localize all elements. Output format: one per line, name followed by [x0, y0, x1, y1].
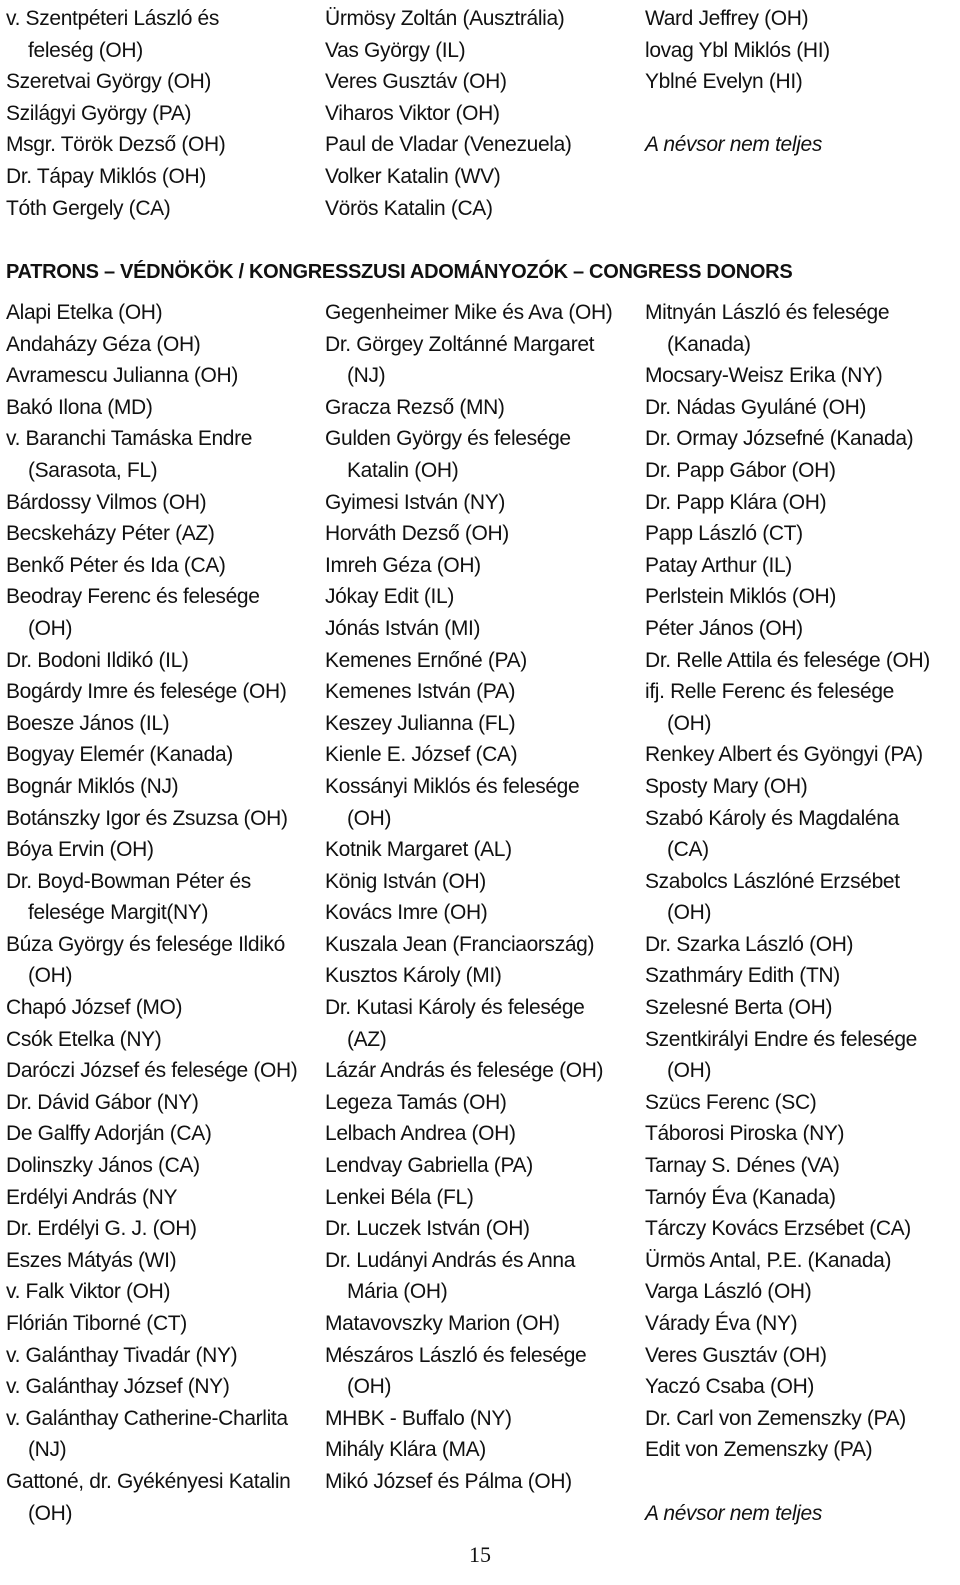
list-item: Gracza Rezső (MN) — [325, 395, 505, 419]
list-item: Kemenes István (PA) — [325, 680, 516, 704]
list-item: Dr. Dávid Gábor (NY) — [6, 1090, 199, 1114]
list-item: Szabolcs Lászlóné Erzsébet — [645, 869, 900, 893]
list-item: Szathmáry Edith (TN) — [645, 964, 840, 988]
list-item: (OH) — [28, 1501, 73, 1525]
list-item: Erdélyi András (NY — [6, 1185, 178, 1209]
top-column-1 — [6, 3, 318, 224]
list-item: Ward Jeffrey (OH) — [645, 7, 809, 30]
list-item: (OH) — [347, 1375, 392, 1399]
list-item: Jónás István (MI) — [325, 616, 481, 640]
list-item: Gegenheimer Mike és Ava (OH) — [325, 301, 613, 324]
list-item: Renkey Albert és Gyöngyi (PA) — [645, 743, 923, 767]
list-item: Benkő Péter és Ida (CA) — [6, 553, 226, 577]
list-item: Bóya Ervin (OH) — [6, 838, 154, 862]
list-item: Szücs Ferenc (SC) — [645, 1090, 817, 1114]
list-item: Varga László (OH) — [645, 1280, 812, 1304]
list-item: Dolinszky János (CA) — [6, 1154, 200, 1178]
list-item: v. Szentpéteri László és — [6, 7, 219, 30]
list-item: (OH) — [28, 964, 73, 988]
list-item: Mészáros László és felesége — [325, 1343, 587, 1367]
list-item: Legeza Tamás (OH) — [325, 1090, 507, 1114]
list-item: Kovács Imre (OH) — [325, 901, 488, 925]
list-item: Tarnóy Éva (Kanada) — [645, 1185, 836, 1209]
list-item: Beodray Ferenc és felesége — [6, 585, 260, 609]
list-item: (CA) — [667, 838, 709, 862]
list-item: Katalin (OH) — [347, 458, 459, 482]
list-item: Patay Arthur (IL) — [645, 553, 792, 577]
list-item: Bárdossy Vilmos (OH) — [6, 490, 207, 514]
list-item: felesége Margit(NY) — [28, 901, 209, 925]
list-item: Lendvay Gabriella (PA) — [325, 1154, 533, 1178]
list-item: Yblné Evelyn (HI) — [645, 70, 803, 94]
list-item: ifj. Relle Ferenc és felesége — [645, 680, 894, 704]
list-item: König István (OH) — [325, 869, 486, 893]
list-item: Perlstein Miklós (OH) — [645, 585, 837, 609]
list-item: Kienle E. József (CA) — [325, 743, 518, 767]
top-column-2 — [325, 3, 640, 224]
donor-column-1 — [6, 297, 318, 1529]
list-item: Bogyay Elemér (Kanada) — [6, 743, 233, 767]
list-item: Becskeházy Péter (AZ) — [6, 522, 215, 546]
list-item: v. Baranchi Tamáska Endre — [6, 427, 253, 451]
list-item: Szentkirályi Endre és felesége — [645, 1027, 917, 1051]
list-item: (OH) — [667, 711, 712, 735]
list-item: Volker Katalin (WV) — [325, 164, 501, 188]
list-item: Edit von Zemenszky (PA) — [645, 1438, 873, 1462]
list-item: Dr. Papp Gábor (OH) — [645, 458, 836, 482]
list-item: Dr. Boyd-Bowman Péter és — [6, 869, 251, 893]
donor-list — [0, 297, 960, 1532]
list-item: Szabó Károly és Magdaléna — [645, 806, 899, 830]
list-item: Horváth Dezső (OH) — [325, 522, 509, 546]
list-item: Dr. Tápay Miklós (OH) — [6, 164, 206, 188]
list-note: A névsor nem teljes — [645, 1501, 822, 1525]
list-item: Andaházy Géza (OH) — [6, 332, 201, 356]
list-item: Dr. Erdélyi G. J. (OH) — [6, 1217, 197, 1241]
list-item: Kossányi Miklós és felesége — [325, 774, 580, 798]
list-item: Mocsary-Weisz Erika (NY) — [645, 364, 883, 388]
list-item: Dr. Ormay Józsefné (Kanada) — [645, 427, 914, 451]
list-item: Szelesné Berta (OH) — [645, 996, 833, 1020]
list-item: (Sarasota, FL) — [28, 458, 158, 482]
list-item: (Kanada) — [667, 332, 751, 356]
sponsor-list-continued — [0, 0, 960, 232]
list-item: Avramescu Julianna (OH) — [6, 364, 238, 388]
list-item — [645, 98, 957, 130]
list-item: Tarnay S. Dénes (VA) — [645, 1154, 840, 1178]
list-item: (NJ) — [28, 1438, 67, 1462]
list-item: Veres Gusztáv (OH) — [325, 70, 507, 94]
list-item: Daróczi József és felesége (OH) — [6, 1059, 298, 1083]
list-item: lovag Ybl Miklós (HI) — [645, 38, 830, 62]
list-item: Ürmösy Zoltán (Ausztrália) — [325, 7, 565, 30]
list-item: Yaczó Csaba (OH) — [645, 1375, 815, 1399]
list-item: Szeretvai György (OH) — [6, 70, 212, 94]
list-item: Péter János (OH) — [645, 616, 803, 640]
list-item: Alapi Etelka (OH) — [6, 301, 163, 324]
top-column-3 — [645, 3, 957, 161]
list-item: Szilágyi György (PA) — [6, 101, 192, 125]
list-item: Bogárdy Imre és felesége (OH) — [6, 680, 287, 704]
list-item: Kuszala Jean (Franciaország) — [325, 932, 595, 956]
list-item: Paul de Vladar (Venezuela) — [325, 133, 572, 157]
list-item: v. Galánthay Tivadár (NY) — [6, 1343, 238, 1367]
list-item: Bakó Ilona (MD) — [6, 395, 153, 419]
list-item: Dr. Görgey Zoltánné Margaret — [325, 332, 595, 356]
list-item: Mikó József és Pálma (OH) — [325, 1469, 572, 1493]
list-item: Veres Gusztáv (OH) — [645, 1343, 827, 1367]
list-item — [645, 1466, 957, 1498]
list-item: Keszey Julianna (FL) — [325, 711, 516, 735]
list-item: (OH) — [347, 806, 392, 830]
list-item: Viharos Viktor (OH) — [325, 101, 500, 125]
list-item: Jókay Edit (IL) — [325, 585, 454, 609]
list-item: Tóth Gergely (CA) — [6, 196, 171, 220]
list-item: Kemenes Ernőné (PA) — [325, 648, 527, 672]
list-item: Sposty Mary (OH) — [645, 774, 808, 798]
list-item: Eszes Mátyás (WI) — [6, 1248, 177, 1272]
list-item: (OH) — [28, 616, 73, 640]
list-item: Csók Etelka (NY) — [6, 1027, 162, 1051]
donor-column-2 — [325, 297, 640, 1498]
list-note: A névsor nem teljes — [645, 133, 822, 157]
list-item: Várady Éva (NY) — [645, 1312, 798, 1335]
page-number: 15 — [469, 1542, 491, 1567]
list-item: Dr. Papp Klára (OH) — [645, 490, 827, 514]
list-item: Lázár András és felesége (OH) — [325, 1059, 604, 1083]
list-item: De Galffy Adorján (CA) — [6, 1122, 212, 1146]
section-heading: PATRONS – VÉDNÖKÖK / KONGRESSZUSI ADOMÁNYOZÓK – CONGRESS DONORS — [6, 261, 793, 283]
list-item: Bognár Miklós (NJ) — [6, 774, 179, 798]
list-item: Chapó József (MO) — [6, 996, 183, 1020]
list-item: Kotnik Margaret (AL) — [325, 838, 512, 862]
list-item: Táborosi Piroska (NY) — [645, 1122, 845, 1146]
list-item: v. Galánthay József (NY) — [6, 1375, 230, 1399]
list-item: Gattoné, dr. Gyékényesi Katalin — [6, 1469, 291, 1493]
list-item: Gyimesi István (NY) — [325, 490, 506, 514]
list-item: Dr. Nádas Gyuláné (OH) — [645, 395, 867, 419]
list-item: feleség (OH) — [28, 38, 143, 62]
list-item: MHBK - Buffalo (NY) — [325, 1406, 512, 1430]
list-item: v. Galánthay Catherine-Charlita — [6, 1406, 288, 1430]
list-item: Gulden György és felesége — [325, 427, 571, 451]
list-item: Imreh Géza (OH) — [325, 553, 481, 577]
list-item: Ürmös Antal, P.E. (Kanada) — [645, 1248, 892, 1272]
list-item: Dr. Carl von Zemenszky (PA) — [645, 1406, 906, 1430]
list-item: Mihály Klára (MA) — [325, 1438, 486, 1462]
list-item: Dr. Luczek István (OH) — [325, 1217, 530, 1241]
list-item: (OH) — [667, 901, 712, 925]
list-item: Boesze János (IL) — [6, 711, 170, 735]
list-item: Botánszky Igor és Zsuzsa (OH) — [6, 806, 288, 830]
list-item: Búza György és felesége Ildikó — [6, 932, 285, 956]
list-item: Vörös Katalin (CA) — [325, 196, 493, 220]
list-item: Lelbach Andrea (OH) — [325, 1122, 516, 1146]
list-item: Dr. Bodoni Ildikó (IL) — [6, 648, 189, 672]
list-item: Kusztos Károly (MI) — [325, 964, 502, 988]
list-item: Dr. Ludányi András és Anna — [325, 1248, 576, 1272]
list-item: Lenkei Béla (FL) — [325, 1185, 474, 1209]
list-item: Papp László (CT) — [645, 522, 803, 546]
list-item: Mária (OH) — [347, 1280, 448, 1304]
list-item: Flórián Tiborné (CT) — [6, 1312, 187, 1335]
list-item: v. Falk Viktor (OH) — [6, 1280, 171, 1304]
list-item: (NJ) — [347, 364, 386, 388]
list-item: Msgr. Török Dezső (OH) — [6, 133, 226, 157]
list-item: Matavovszky Marion (OH) — [325, 1312, 560, 1335]
donor-column-3 — [645, 297, 957, 1529]
list-item: Mitnyán László és felesége — [645, 301, 890, 324]
list-item: (OH) — [667, 1059, 712, 1083]
list-item: (AZ) — [347, 1027, 387, 1051]
list-item: Tárczy Kovács Erzsébet (CA) — [645, 1217, 911, 1241]
list-item: Dr. Relle Attila és felesége (OH) — [645, 648, 930, 672]
list-item: Dr. Kutasi Károly és felesége — [325, 996, 585, 1020]
list-item: Vas György (IL) — [325, 38, 466, 62]
list-item: Dr. Szarka László (OH) — [645, 932, 854, 956]
